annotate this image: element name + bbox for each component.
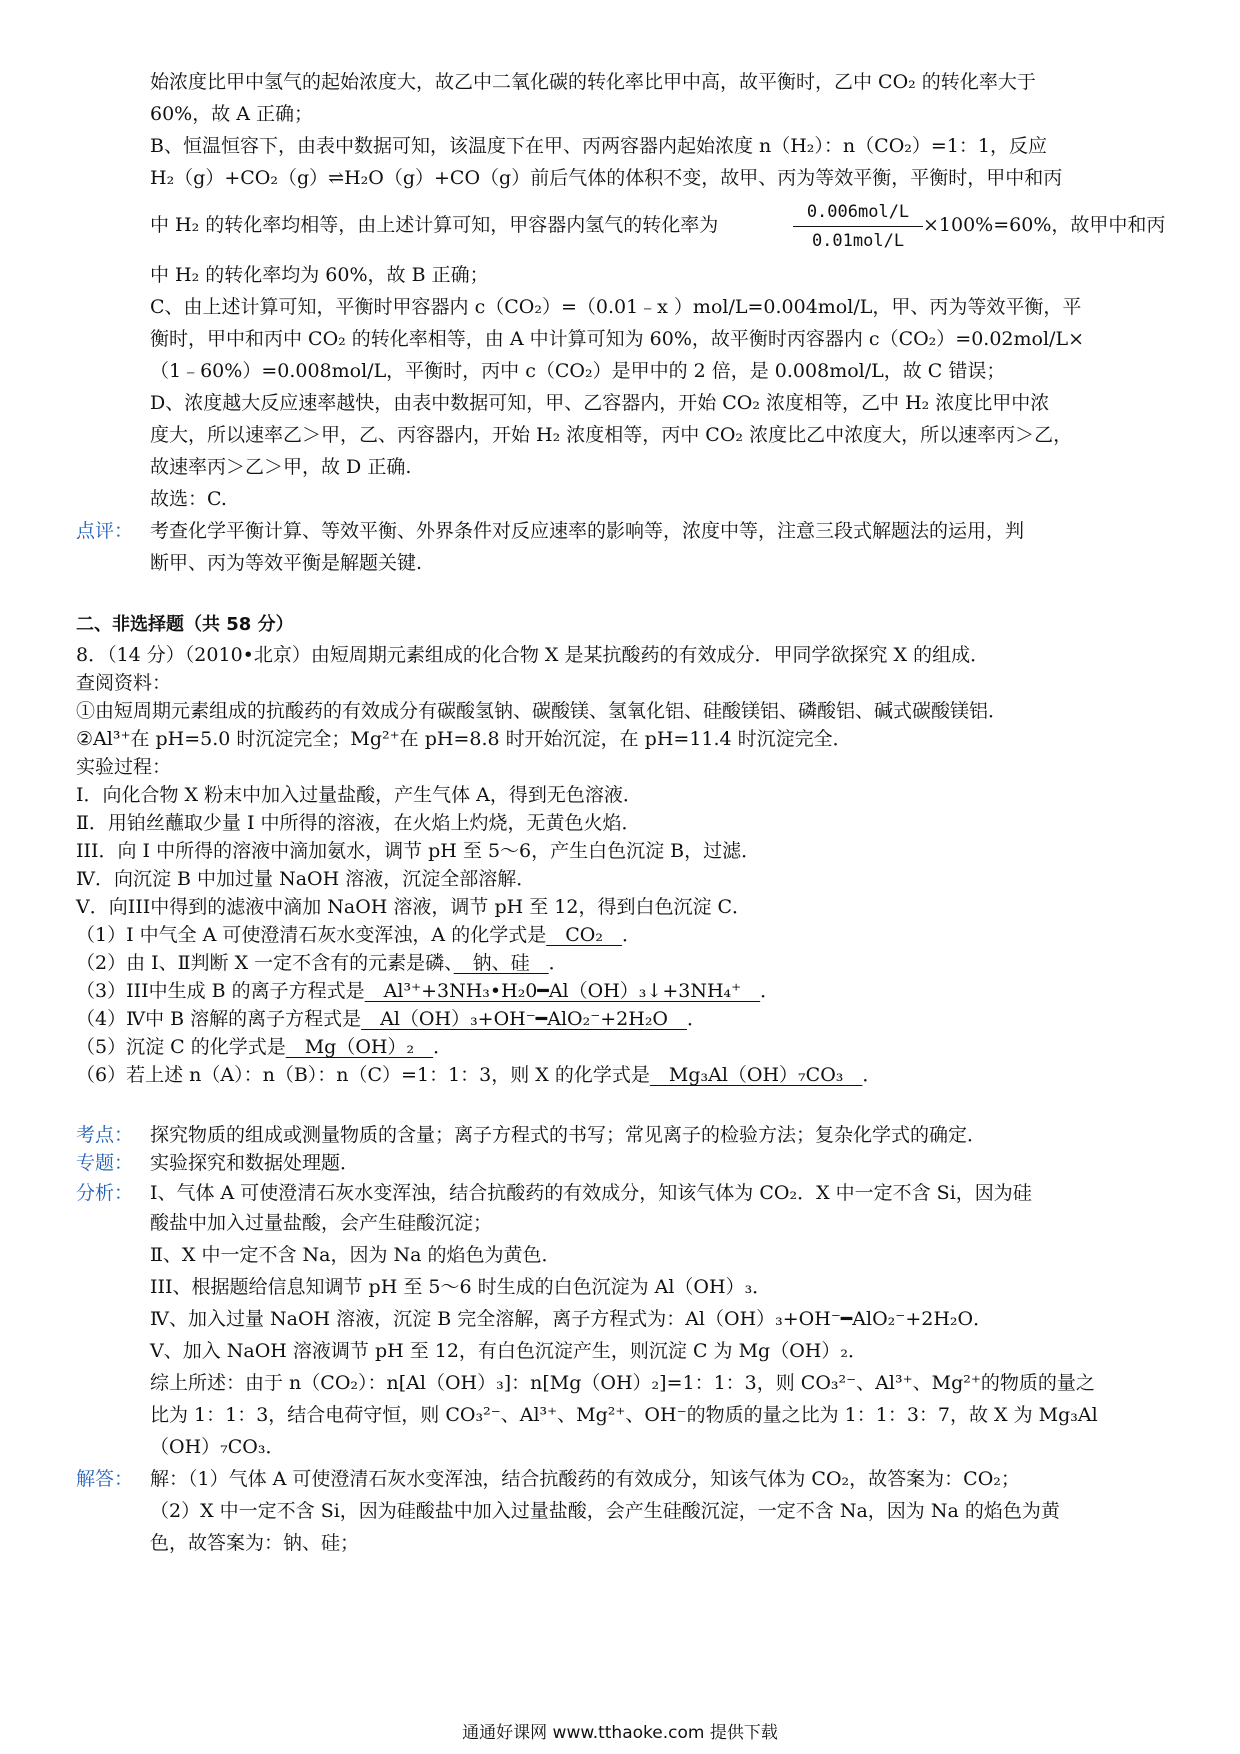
text-line: 中 H₂ 的转化率均为 60%，故 B 正确； [150,264,489,286]
question-line: 查阅资料： [76,672,172,694]
text-line: 60%，故 A 正确； [150,103,314,125]
sub-question-6: （6）若上述 n（A）：n（B）：n（C）=1：1：3，则 X 的化学式是 Mg₃Al（OH）₇CO₃ ． [76,1064,882,1086]
page-footer: 通通好课网 www.tthaoke.com 提供下载 [462,1723,778,1743]
text-line: （1﹣60%）=0.008mol/L，平衡时，丙中 c（CO₂）是甲中的 2 倍，是 0.008mol/L，故 C 错误； [150,360,1006,382]
text-line: 故速率丙＞乙＞甲，故 D 正确. [150,456,412,478]
fenxi-label: 分析： [76,1182,134,1204]
jieda-text: 色，故答案为：钠、硅； [150,1532,360,1554]
answer-blank: CO₂ [546,924,622,946]
question-line: I．向化合物 X 粉末中加入过量盐酸，产生气体 A，得到无色溶液． [76,784,642,806]
question-line: ①由短周期元素组成的抗酸药的有效成分有碳酸氢钠、碳酸镁、氢氧化铝、硅酸镁铝、磷酸铝、碱式碳酸镁铝． [76,700,1008,722]
text-line: C、由上述计算可知，平衡时甲容器内 c（CO₂）=（0.01﹣x ）mol/L=0.004mol/L，甲、丙为等效平衡，平 [150,296,1082,318]
frac-line-before: 中 H₂ 的转化率均相等，由上述计算可知，甲容器内氢气的转化率为 [150,214,719,236]
fenxi-text: Ⅳ、加入过量 NaOH 溶液，沉淀 B 完全溶解，离子方程式为：Al（OH）₃+OH⁻━AlO₂⁻+2H₂O． [150,1308,993,1330]
question-line: Ⅳ．向沉淀 B 中加过量 NaOH 溶液，沉淀全部溶解． [76,868,536,890]
text-line: H₂（g）+CO₂（g）⇌H₂O（g）+CO（g）前后气体的体积不变，故甲、丙为等效平衡，平衡时，甲中和丙 [150,167,1063,189]
zhuanti-text: 实验探究和数据处理题． [150,1152,360,1174]
sub-question-4: （4）Ⅳ中 B 溶解的离子方程式是 Al（OH）₃+OH⁻━AlO₂⁻+2H₂O ． [76,1008,707,1030]
jieda-text: 解：（1）气体 A 可使澄清石灰水变浑浊，结合抗酸药的有效成分，知该气体为 CO₂，故答案为：CO₂； [150,1468,1020,1490]
frac-line-after: ×100%=60%，故甲中和丙 [923,214,1166,236]
fenxi-text: 综上所述：由于 n（CO₂）：n[Al（OH）₃]：n[Mg（OH）₂]=1：1：3，则 CO₃²⁻、Al³⁺、Mg²⁺的物质的量之 [150,1372,1095,1394]
jieda-text: （2）X 中一定不含 Si，因为硅酸盐中加入过量盐酸，会产生硅酸沉淀，一定不含 Na，因为 Na 的焰色为黄 [150,1500,1060,1522]
fraction-bar [793,226,923,227]
question-line: ②Al³⁺在 pH=5.0 时沉淀完全；Mg²⁺在 pH=8.8 时开始沉淀，在 pH=11.4 时沉淀完全． [76,728,852,750]
question-line: III．向 I 中所得的溶液中滴加氨水，调节 pH 至 5～6，产生白色沉淀 B，过滤． [76,840,761,862]
sub-question-2: （2）由 I、Ⅱ判断 X 一定不含有的元素是磷、 钠、硅 ． [76,952,568,974]
pingping-label: 点评： [76,520,134,542]
text-line: 始浓度比甲中氢气的起始浓度大，故乙中二氧化碳的转化率比甲中高，故平衡时，乙中 CO₂ 的转化率大于 [150,71,1036,93]
fraction [793,200,923,253]
answer-blank: 钠、硅 [453,952,549,974]
text-line: B、恒温恒容下，由表中数据可知，该温度下在甲、丙两容器内起始浓度 n（H₂）：n（CO₂）=1：1，反应 [150,135,1047,157]
sub-question-3: （3）III中生成 B 的离子方程式是 Al³⁺+3NH₃•H₂0━Al（OH）₃↓+3NH₄⁺ ． [76,980,780,1002]
fenxi-text: Ⅴ、加入 NaOH 溶液调节 pH 至 12，有白色沉淀产生，则沉淀 C 为 Mg（OH）₂． [150,1340,867,1362]
text-line: D、浓度越大反应速率越快，由表中数据可知，甲、乙容器内，开始 CO₂ 浓度相等，乙中 H₂ 浓度比甲中浓 [150,392,1050,414]
zhuanti-label: 专题： [76,1152,134,1174]
fenxi-text: Ⅱ、X 中一定不含 Na，因为 Na 的焰色为黄色． [150,1244,561,1266]
text-line: 度大，所以速率乙＞甲，乙、丙容器内，开始 H₂ 浓度相等，丙中 CO₂ 浓度比乙中浓度大，所以速率丙＞乙， [150,424,1073,446]
fenxi-text: （OH）₇CO₃． [150,1436,285,1458]
pingping-text: 断甲、丙为等效平衡是解题关键. [150,552,423,574]
answer-blank: Al³⁺+3NH₃•H₂0━Al（OH）₃↓+3NH₄⁺ [364,980,761,1002]
kaodian-text: 探究物质的组成或测量物质的含量；离子方程式的书写；常见离子的检验方法；复杂化学式的确定． [150,1124,987,1146]
sub-question-5: （5）沉淀 C 的化学式是 Mg（OH）₂ ． [76,1036,453,1058]
section-title: 二、非选择题（共 58 分） [76,614,294,635]
text-line: 衡时，甲中和丙中 CO₂ 的转化率相等，由 A 中计算可知为 60%，故平衡时丙容器内 c（CO₂）=0.02mol/L× [150,328,1084,350]
fraction-denominator: 0.01mol/L [811,231,905,251]
text-line: 故选：C. [150,488,227,510]
fenxi-text: Ⅰ、气体 A 可使澄清石灰水变浑浊，结合抗酸药的有效成分，知该气体为 CO₂．X 中一定不含 Si，因为硅 [150,1182,1032,1204]
jieda-label: 解答： [76,1468,134,1490]
question-line: 实验过程： [76,756,172,778]
answer-blank: Mg₃Al（OH）₇CO₃ [649,1064,863,1086]
fenxi-text: 比为 1：1：3，结合电荷守恒，则 CO₃²⁻、Al³⁺、Mg²⁺、OH⁻的物质的量之比为 1：1：3：7，故 X 为 Mg₃Al [150,1404,1098,1426]
sub-question-1: （1）I 中气全 A 可使澄清石灰水变浑浊，A 的化学式是 CO₂ ． [76,924,641,946]
fenxi-text: 酸盐中加入过量盐酸，会产生硅酸沉淀； [150,1212,493,1234]
question-stem: 8．（14 分）（2010•北京）由短周期元素组成的化合物 X 是某抗酸药的有效成分．甲同学欲探究 X 的组成． [76,644,990,666]
kaodian-label: 考点： [76,1124,134,1146]
pingping-text: 考查化学平衡计算、等效平衡、外界条件对反应速率的影响等，浓度中等，注意三段式解题法的运用，判 [150,520,1025,542]
fenxi-text: III、根据题给信息知调节 pH 至 5～6 时生成的白色沉淀为 Al（OH）₃． [150,1276,772,1298]
fraction-numerator: 0.006mol/L [806,202,910,222]
question-line: Ⅱ．用铂丝蘸取少量 I 中所得的溶液，在火焰上灼烧，无黄色火焰． [76,812,641,834]
answer-blank: Mg（OH）₂ [285,1036,434,1058]
question-line: Ⅴ．向III中得到的滤液中滴加 NaOH 溶液，调节 pH 至 12，得到白色沉淀 C． [76,896,752,918]
text-line [150,212,718,238]
answer-blank: Al（OH）₃+OH⁻━AlO₂⁻+2H₂O [361,1008,688,1030]
